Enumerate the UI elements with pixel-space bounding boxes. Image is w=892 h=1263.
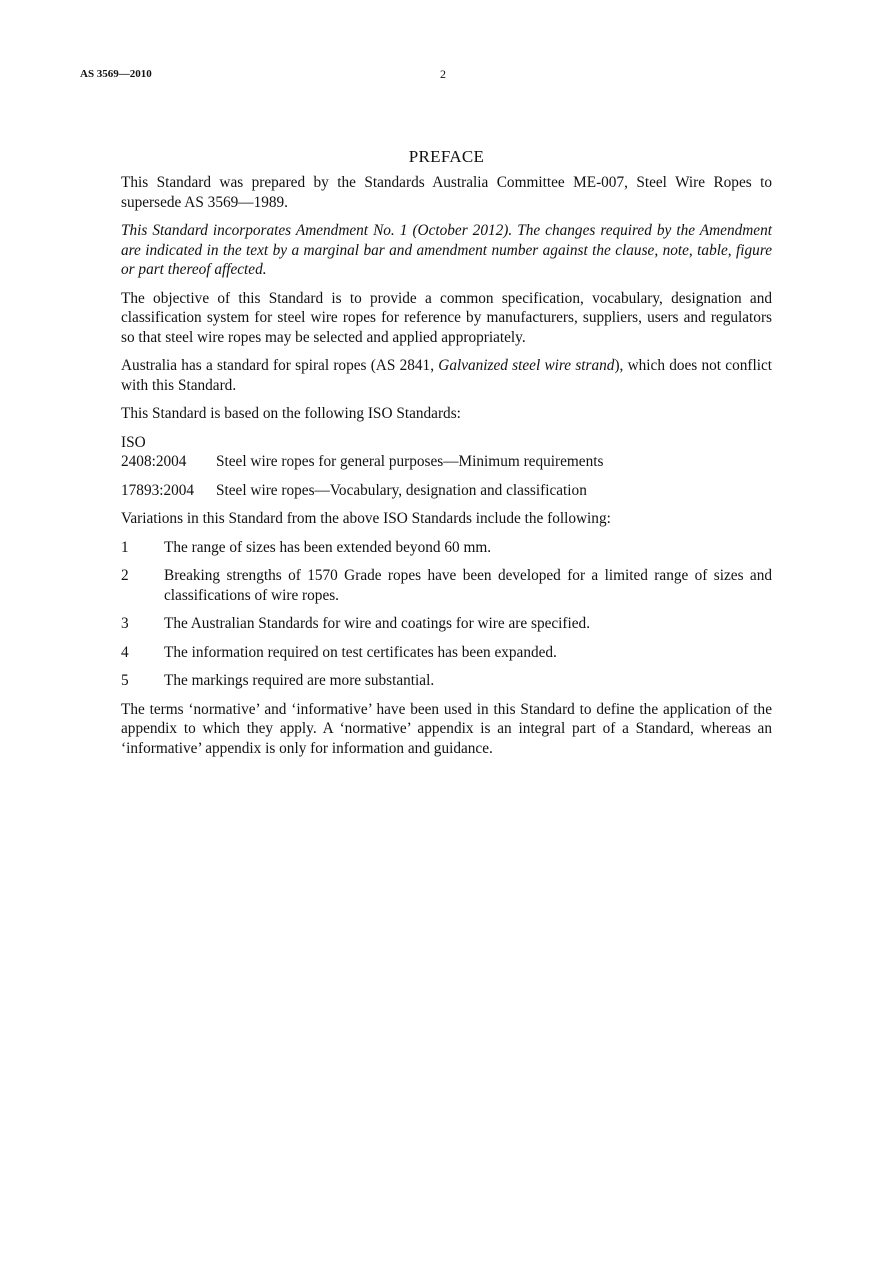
- paragraph-normative-informative: The terms ‘normative’ and ‘informative’ have been used in this Standard to define the application of the appendix to which they apply. A ‘normative’ appendix is an integral part of a Standard, whereas an ‘informative’ appendix is only for information and guidance.: [121, 700, 772, 757]
- iso-title: Steel wire ropes—Vocabulary, designation and classification: [216, 481, 587, 499]
- list-text: The range of sizes has been extended beyond 60 mm.: [164, 538, 492, 556]
- list-text: Breaking strengths of 1570 Grade ropes have been developed for a limited range of sizes and classifications of wire ropes.: [164, 567, 772, 604]
- list-item: [121, 643, 772, 663]
- list-number: 1: [121, 538, 129, 556]
- list-number: 3: [121, 615, 129, 632]
- list-item: [121, 538, 772, 558]
- iso-standard-row: [121, 452, 772, 472]
- spiral-ropes-text-before: Australia has a standard for spiral ropes (AS 2841,: [121, 357, 439, 374]
- list-item: [121, 566, 772, 605]
- document-id: AS 3569—2010: [80, 68, 152, 80]
- iso-title: Steel wire ropes for general purposes—Minimum requirements: [216, 453, 604, 470]
- paragraph-based-on: This Standard is based on the following ISO Standards:: [121, 405, 461, 422]
- paragraph-objective: The objective of this Standard is to provide a common specification, vocabulary, designation and classification system for steel wire ropes for reference by manufacturers, suppliers, users and regulators so that steel wire ropes may be selected and applied appropriately.: [121, 289, 772, 346]
- paragraph-spiral-ropes: [121, 356, 772, 395]
- paragraph-prepared-by: This Standard was prepared by the Standards Australia Committee ME-007, Steel Wire Ropes to supersede AS 3569—1989.: [121, 174, 772, 211]
- iso-standard-row: [121, 481, 772, 501]
- section-title: PREFACE: [408, 147, 485, 166]
- preface-section: [121, 146, 772, 767]
- list-number: 5: [121, 672, 129, 689]
- list-number: 4: [121, 643, 129, 661]
- list-text: The Australian Standards for wire and coatings for wire are specified.: [164, 615, 591, 632]
- iso-label: ISO: [121, 433, 146, 451]
- paragraph-amendment: This Standard incorporates Amendment No. 1 (October 2012). The changes required by the Amendment are indicated in the text by a marginal bar and amendment number against the clause, note, table, figure or part thereof affected.: [121, 222, 772, 278]
- list-text: The markings required are more substantial.: [164, 672, 435, 689]
- paragraph-variations-intro: Variations in this Standard from the above ISO Standards include the following:: [121, 510, 611, 527]
- page-number: 2: [440, 67, 446, 81]
- list-item: [121, 614, 772, 634]
- list-item: [121, 671, 772, 691]
- iso-code: 2408:2004: [121, 453, 187, 470]
- iso-code: 17893:2004: [121, 481, 195, 499]
- spiral-ropes-text-after: ), which does not conflict with this Standard.: [121, 357, 773, 394]
- list-number: 2: [121, 567, 129, 584]
- list-text: The information required on test certificates has been expanded.: [164, 643, 557, 661]
- spiral-ropes-standard-title: Galvanized steel wire strand: [438, 357, 615, 374]
